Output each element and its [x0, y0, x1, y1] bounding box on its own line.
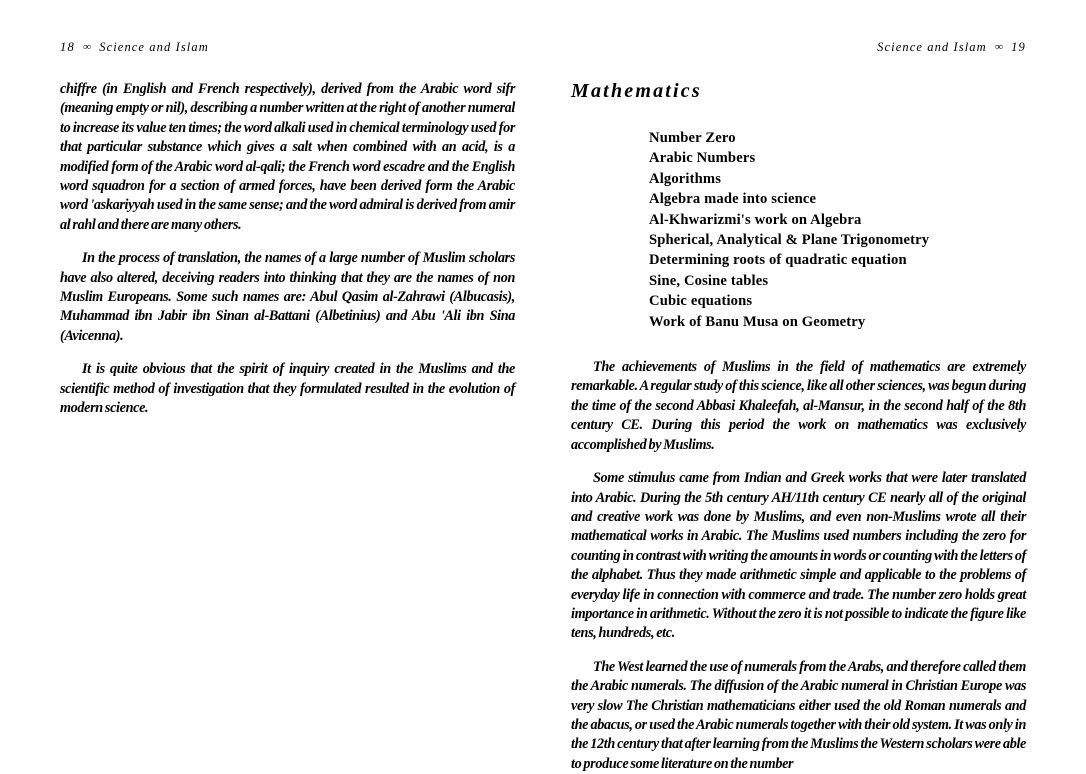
section-title: Mathematics: [571, 80, 702, 102]
topic-list: [571, 128, 1026, 332]
right-page: [543, 40, 1086, 772]
paragraph: The achievements of Muslims in the field of mathematics are extremely remarkable. A regular study of this science, like all other sciences, was begun during the time of the second Abbasi Khaleefah, al-Mansur, in the second half of the 8th century CE. During this period the work on mathematics was exclusively accomplished by Muslims.: [571, 359, 1026, 453]
list-item: Determining roots of quadratic equation: [649, 252, 907, 269]
ornament-icon: ∞: [995, 41, 1003, 53]
left-page: [0, 40, 543, 740]
right-page-number: 19: [1011, 40, 1026, 54]
left-running-head: [60, 40, 515, 58]
list-item: Algorithms: [649, 170, 722, 187]
ornament-icon: ∞: [83, 41, 91, 53]
list-item: Cubic equations: [649, 293, 753, 310]
left-header-title: Science and Islam: [99, 40, 209, 54]
paragraph: It is quite obvious that the spirit of inquiry created in the Muslims and the scientific method of investigation that they formulated resulted in the evolution of modern science.: [60, 361, 515, 417]
paragraph: In the process of translation, the names of a large number of Muslim scholars have also altered, deceiving readers into thinking that they are the names of non Muslim Europeans. Some such names are: Abul Qasim al-Zahrawi (Albucasis), Muhammad ibn Jabir ibn Sinan al-Battani (Albetinius) and Abu 'Ali ibn Sina (Avicenna).: [60, 250, 515, 344]
list-item: Sine, Cosine tables: [649, 272, 769, 289]
right-running-head: [571, 40, 1026, 58]
list-item: Algebra made into science: [649, 191, 817, 208]
left-page-number: 18: [60, 40, 75, 54]
right-header-title: Science and Islam: [877, 40, 987, 54]
spread-container: [0, 40, 1086, 772]
list-item: Arabic Numbers: [649, 150, 756, 167]
list-item: Al-Khwarizmi's work on Algebra: [649, 211, 862, 228]
list-item: Spherical, Analytical & Plane Trigonometry: [649, 232, 930, 249]
list-item: Number Zero: [649, 130, 736, 146]
paragraph: Some stimulus came from Indian and Greek works that were later translated into Arabic. During the 5th century AH/11th century CE nearly all of the original and creative work was done by Muslims, and even non-Muslims wrote all their mathematical works in Arabic. The Muslims used numbers including the zero for counting in contrast with writing the amounts in words or counting with the letters of the alphabet. Thus they made arithmetic simple and applicable to the problems of everyday life in connection with commerce and trade. The number zero holds great importance in arithmetic. Without the zero it is not possible to indicate the figure like tens, hundreds, etc.: [571, 470, 1026, 642]
paragraph: chiffre (in English and French respectively), derived from the Arabic word sifr (meaning empty or nil), describing a number written at the right of another numeral to increase its value ten times; the word alkali used in chemical terminology used for that particular substance which gives a salt when combined with an acid, is a modified form of the Arabic word al-qali; the French word escadre and the English word squadron for a section of armed forces, have been derived form the Arabic word 'askariyyah used in the same sense; and the word admiral is derived from amir al rahl and there are many others.: [60, 81, 515, 233]
paragraph: The West learned the use of numerals from the Arabs, and therefore called them the Arabic numerals. The diffusion of the Arabic numeral in Christian Europe was very slow The Christian mathematicians either used the old Roman numerals and the abacus, or used the Arabic numerals together with their old system. It was only in the 12th century that after learning from the Muslims the Western scholars were able to produce some literature on the number: [571, 658, 1026, 772]
list-item: Work of Banu Musa on Geometry: [649, 313, 866, 330]
